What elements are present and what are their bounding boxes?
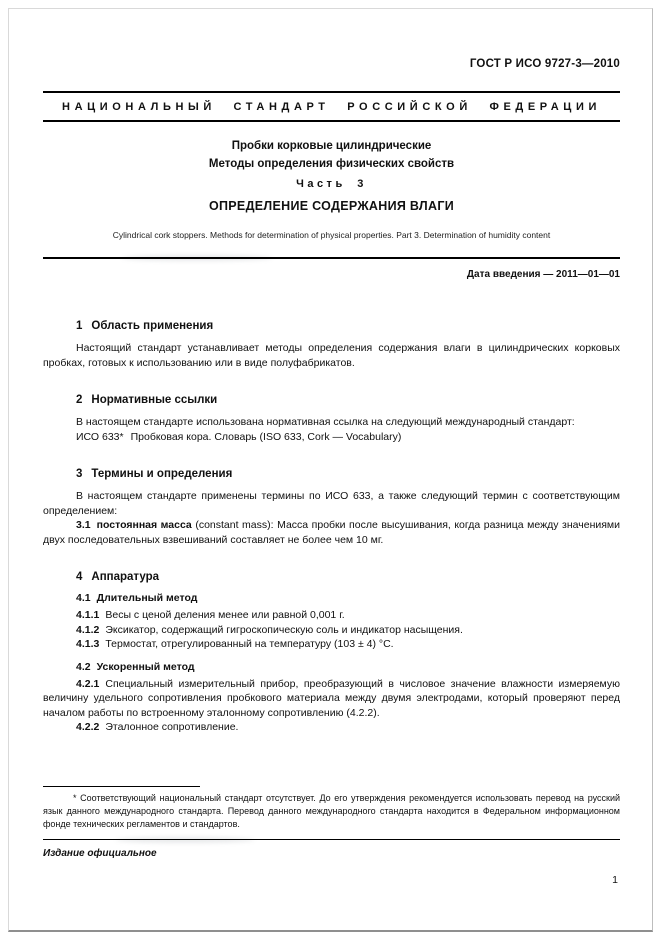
apparatus-item [43,623,620,638]
part-label: Часть 3 [296,178,367,190]
section-3-title: Термины и определения [91,468,233,480]
title-line-2: Методы определения физических свойств [208,158,455,170]
subsection-4-1-heading [43,592,620,604]
subsection-4-1-number: 4.1 [76,592,91,604]
subject-title: ОПРЕДЕЛЕНИЕ СОДЕРЖАНИЯ ВЛАГИ [208,199,455,213]
page-number: 1 [612,874,618,886]
term-text: (constant mass): Масса пробки после высушивания, когда разница между значениями двух последовательных взвешиваний составляет не более чем 10 мг. [43,519,621,546]
apparatus-item [43,637,620,652]
apparatus-item [43,608,620,623]
term-number: 3.1 [76,519,91,531]
masthead [43,91,620,122]
footer-rule [43,839,620,840]
section-1-heading [43,320,620,332]
clause-text: Весы с ценой деления менее или равной 0,001 г. [105,609,345,621]
national-standard-banner: НАЦИОНАЛЬНЫЙ СТАНДАРТ РОССИЙСКОЙ ФЕДЕРАЦИИ [62,101,601,113]
section-3-heading [43,468,620,480]
english-title: Cylindrical cork stoppers. Methods for determination of physical properties. Part 3. Determination of humidity content [112,230,551,240]
section-2-number: 2 [76,394,83,406]
clause-text: Специальный измерительный прибор, преобразующий в числовое значение влажности измеряемую величину удельного сопротивления пробкового материала между двумя электродами, который проверяют перед началом работы по встроенному эталонному сопротивлению (4.2.2). [43,677,620,719]
subsection-4-2-title: Ускоренный метод [96,660,195,673]
scope-paragraph: Настоящий стандарт устанавливает методы определения содержания влаги в цилиндрических корковых пробках, готовых к использованию или в виде полуфабрикатов. [43,342,620,369]
footnote-rule [43,786,200,787]
section-1-number: 1 [76,320,83,332]
clause-number: 4.1.1 [76,609,100,621]
reference-entry [43,430,620,445]
divider-rule [43,257,620,259]
effective-date: Дата введения — 2011—01—01 [466,269,620,280]
subsection-4-2-number: 4.2 [76,660,91,673]
section-2-heading [43,394,620,406]
section-1-title: Область применения [91,320,214,332]
clause-text: Термостат, отрегулированный на температуру (103 ± 4) °С. [105,638,394,650]
section-4-heading [43,571,620,583]
reference-text: Пробковая кора. Словарь (ISO 633, Cork — Vocabulary) [130,430,402,443]
page-footer [43,786,620,886]
doc-code: ГОСТ Р ИСО 9727-3—2010 [469,58,620,70]
clause-text: Эксикатор, содержащий гигроскопическую соль и индикатор насыщения. [105,623,463,636]
term-name: постоянная масса [96,519,192,531]
section-2-title: Нормативные ссылки [91,394,218,406]
clause-text: Эталонное сопротивление. [105,721,239,733]
section-3-number: 3 [76,468,83,480]
section-4-number: 4 [76,571,83,583]
term-definition [43,518,620,547]
reference-code: ИСО 633* [76,430,124,443]
edition-note: Издание официальное [43,848,157,859]
title-line-1: Пробки корковые цилиндрические [231,140,432,152]
clause-number: 4.2.1 [76,677,100,690]
apparatus-item [43,720,620,735]
apparatus-item [43,677,620,721]
subsection-4-1-title: Длительный метод [96,592,198,604]
clause-number: 4.1.3 [76,638,100,650]
clause-number: 4.2.2 [76,721,100,733]
subsection-4-2-heading [43,661,620,673]
terms-paragraph: В настоящем стандарте применены термины по ИСО 633, а также следующий термин с соответствующим определением: [43,490,620,517]
references-paragraph: В настоящем стандарте использована нормативная ссылка на следующий международный стандарт: [76,416,575,428]
footnote: * Соответствующий национальный стандарт отсутствует. До его утверждения рекомендуется использовать перевод на русский язык данного международного стандарта. Перевод данного международного стандарта находится в Федеральном информационном фонде технических регламентов и стандартов. [43,793,620,829]
page-content [43,0,620,735]
section-4-title: Аппаратура [91,571,160,583]
clause-number: 4.1.2 [76,623,100,636]
